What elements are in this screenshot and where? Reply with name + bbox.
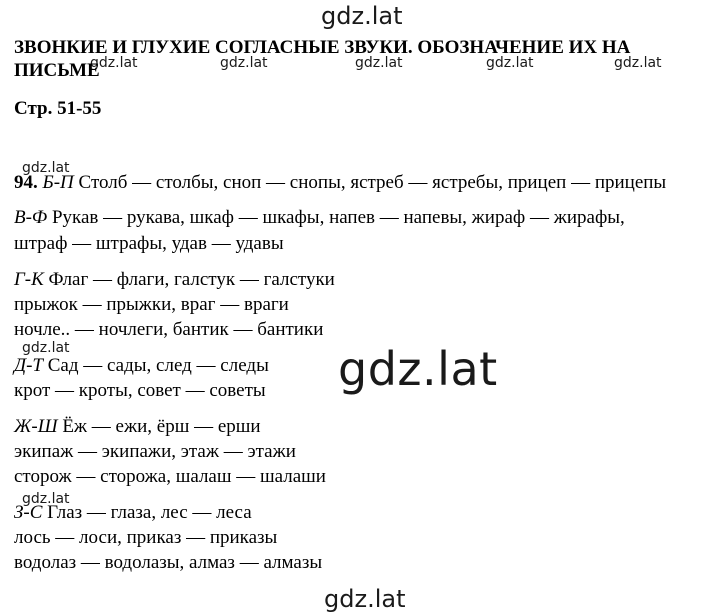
watermark-small: gdz.lat xyxy=(22,160,70,176)
exercise-line xyxy=(14,232,284,256)
letter-pair: Б-П xyxy=(42,172,74,193)
section-title: ЗВОНКИЕ И ГЛУХИЕ СОГЛАСНЫЕ ЗВУКИ. ОБОЗНАЧЕНИЕ ИХ НА ПИСЬМЕ xyxy=(14,37,631,81)
watermark-top: gdz.lat xyxy=(321,2,403,30)
letter-pair: Г-К xyxy=(14,269,44,290)
exercise-line xyxy=(14,268,335,292)
watermark-bottom: gdz.lat xyxy=(324,585,406,613)
watermark-small: gdz.lat xyxy=(22,340,70,356)
word-pairs: сторож — сторожа, шалаш — шалаши xyxy=(14,466,326,487)
watermark-small: gdz.lat xyxy=(614,55,662,71)
exercise-line xyxy=(14,501,252,525)
word-pairs: Сад — сады, след — следы xyxy=(47,355,269,376)
exercise-line xyxy=(14,171,666,195)
letter-pair: В-Ф xyxy=(14,207,48,228)
letter-pair: Д-Т xyxy=(14,355,43,376)
watermark-small: gdz.lat xyxy=(355,55,403,71)
exercise-line xyxy=(14,379,266,403)
word-pairs: крот — кроты, совет — советы xyxy=(14,380,266,401)
word-pairs: водолаз — водолазы, алмаз — алмазы xyxy=(14,552,323,573)
exercise-line xyxy=(14,440,296,464)
word-pairs: Глаз — глаза, лес — леса xyxy=(47,502,252,523)
word-pairs: экипаж — экипажи, этаж — этажи xyxy=(14,441,296,462)
letter-pair: Ж-Ш xyxy=(14,416,58,437)
exercise-number: 94. xyxy=(14,172,38,193)
exercise-line xyxy=(14,465,326,489)
watermark-small: gdz.lat xyxy=(486,55,534,71)
letter-pair: З-С xyxy=(14,502,43,523)
exercise-line xyxy=(14,526,277,550)
watermark-small: gdz.lat xyxy=(22,491,70,507)
word-pairs: ночле.. — ночлеги, бантик — бантики xyxy=(14,319,324,340)
watermark-small: gdz.lat xyxy=(90,55,138,71)
word-pairs: лось — лоси, приказ — приказы xyxy=(14,527,278,548)
exercise-line xyxy=(14,206,625,230)
exercise-line xyxy=(14,318,323,342)
watermark-center: gdz.lat xyxy=(338,342,498,396)
exercise-line xyxy=(14,354,269,378)
word-pairs: прыжок — прыжки, враг — враги xyxy=(14,294,289,315)
word-pairs: Столб — столбы, сноп — снопы, ястреб — ястребы, прицеп — прицепы xyxy=(78,172,667,193)
word-pairs: Флаг — флаги, галстук — галстуки xyxy=(48,269,335,290)
word-pairs: Ёж — ежи, ёрш — ерши xyxy=(62,416,261,437)
word-pairs: штраф — штрафы, удав — удавы xyxy=(14,233,284,254)
page-reference: Стр. 51-55 xyxy=(14,98,102,119)
word-pairs: Рукав — рукава, шкаф — шкафы, напев — напевы, жираф — жирафы, xyxy=(51,207,625,228)
watermark-small: gdz.lat xyxy=(220,55,268,71)
exercise-line xyxy=(14,551,322,575)
exercise-line xyxy=(14,415,261,439)
exercise-line xyxy=(14,293,289,317)
